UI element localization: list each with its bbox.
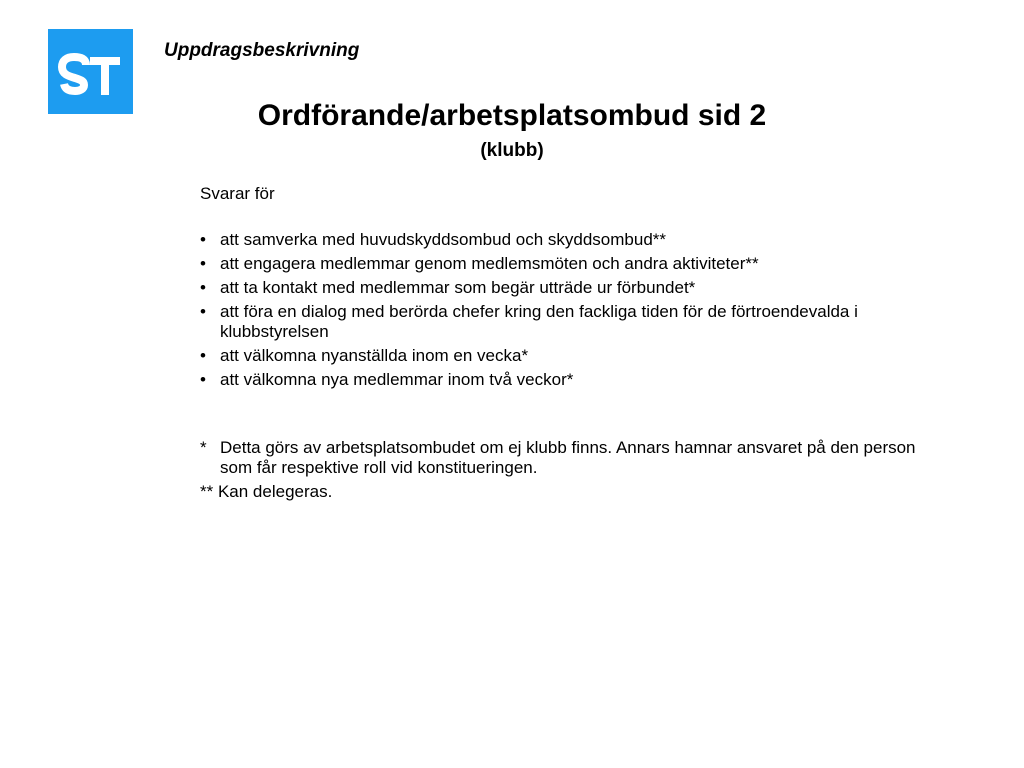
list-item-text: att föra en dialog med berörda chefer kring den fackliga tiden för de förtroendevalda i klubbstyrelsen [220,302,858,341]
list-item [200,254,920,274]
page-subtitle: (klubb) [480,140,544,161]
bullet-marker: • [200,230,206,249]
list-item [200,230,920,250]
footnotes [200,438,920,502]
bullet-marker: • [200,346,206,365]
footnote-text: ** Kan delegeras. [200,482,333,501]
footnote-marker: * [200,438,207,457]
list-item [200,370,920,390]
list-item [200,302,920,342]
list-item-text: att ta kontakt med medlemmar som begär utträde ur förbundet* [220,278,696,297]
list-item-text: att välkomna nyanställda inom en vecka* [220,346,529,365]
bullet-marker: • [200,278,206,297]
responsibility-list [200,230,920,390]
bullet-marker: • [200,254,206,273]
content-body [200,184,920,506]
intro-text: Svarar för [200,184,275,203]
footnote [200,482,920,502]
list-item-text: att välkomna nya medlemmar inom två veckor* [220,370,574,389]
footnote [200,438,920,478]
list-item [200,346,920,366]
list-item-text: att samverka med huvudskyddsombud och skyddsombud** [220,230,667,249]
header-label: Uppdragsbeskrivning [164,40,360,61]
list-item [200,278,920,298]
bullet-marker: • [200,302,206,321]
footnote-text: Detta görs av arbetsplatsombudet om ej klubb finns. Annars hamnar ansvaret på den person som får respektive roll vid konstitueringen. [220,438,916,477]
page-title: Ordförande/arbetsplatsombud sid 2 [257,99,767,132]
list-item-text: att engagera medlemmar genom medlemsmöten och andra aktiviteter** [220,254,759,273]
bullet-marker: • [200,370,206,389]
